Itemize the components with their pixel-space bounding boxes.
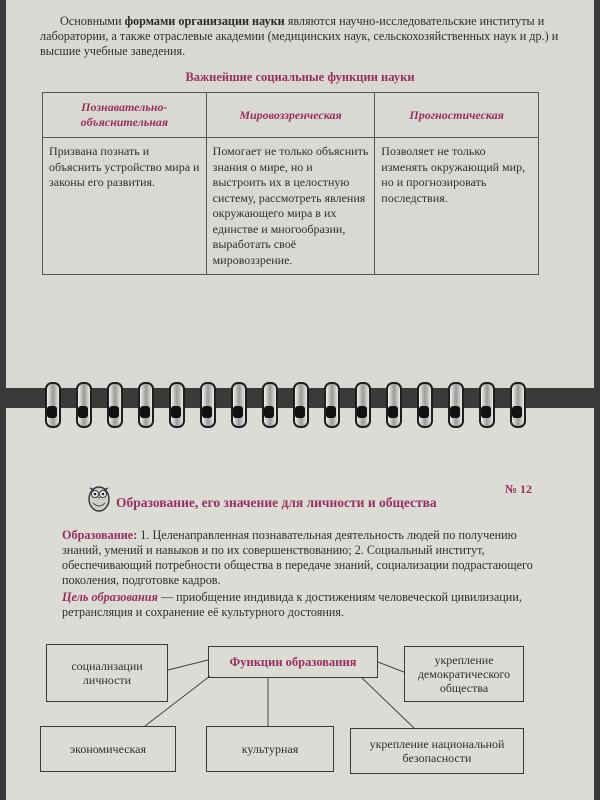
diagram-box-cultural: культурная (206, 726, 334, 772)
cell-prognostic: Позволяет не только изменять окружающий мир, но и прогнозировать последствия. (375, 138, 539, 275)
intro-text-end: являются научно-исследовательские институты и лаборатории, а также отраслевые академии (медицинских наук, сельскохозяйственных наук и др.) и высшие учебные заведения. (40, 14, 559, 58)
diagram-box-socialization: социализации личности (46, 644, 168, 702)
goal-text: — приобщение индивида к достижениям человеческой цивилизации, ретрансляция и сохранение её культурного достояния. (62, 590, 522, 619)
cell-worldview: Помогает не только объяснить знания о мире, но и выстроить их в целостную систему, рассмотреть явления окружающего мира в их единстве и многообразии, выработать своё мировоззрение. (206, 138, 375, 275)
table-title: Важнейшие социальные функции науки (185, 70, 415, 84)
header-cognitive: Познавательно-объяснительная (43, 93, 207, 138)
cell-cognitive: Призвана познать и объяснить устройство мира и законы его развития. (43, 138, 207, 275)
section-title: Образование, его значение для личности и общества (116, 495, 437, 510)
goal-label: Цель образования (62, 590, 158, 604)
section-number: № 12 (505, 482, 533, 496)
definition-label: Образование: (62, 528, 138, 542)
definition-text: 1. Целенаправленная познавательная деятельность людей по получению знаний, умений и навыков и по их совершенствованию; 2. Социальный институт, обеспечивающий потребности общества в передаче знаний, социализации подрастающего поколения, подготовке кадров. (62, 528, 533, 587)
diagram-box-security: укрепление национальной безопасности (350, 728, 524, 774)
header-prognostic: Прогностическая (375, 93, 539, 138)
diagram-box-center: Функции образования (208, 646, 378, 678)
intro-bold-term: формами организации науки (124, 14, 285, 28)
diagram-box-economic: экономическая (40, 726, 176, 772)
diagram-box-democracy: укрепление демократического общества (404, 646, 524, 702)
intro-text-start: Основными (60, 14, 125, 28)
header-worldview: Мировоззренческая (206, 93, 375, 138)
